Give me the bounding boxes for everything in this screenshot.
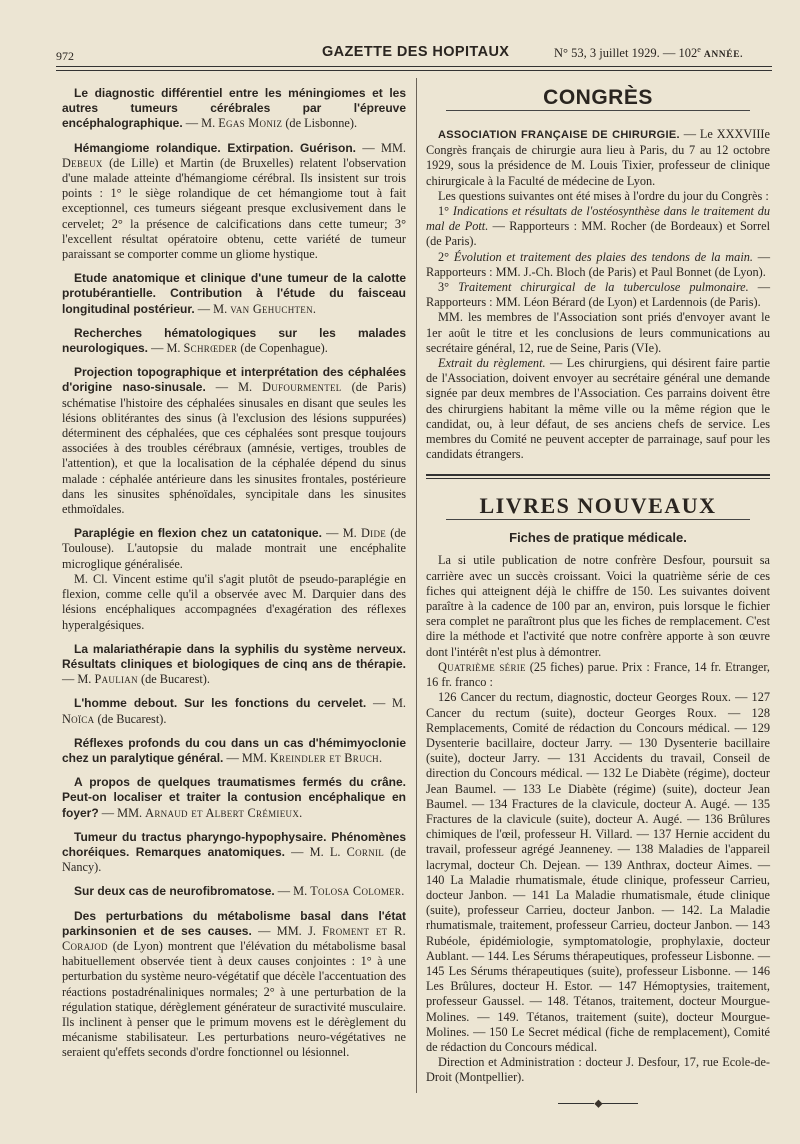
question-1 — [426, 204, 770, 250]
header-rule-top — [56, 66, 772, 67]
article-title: Des perturbations du métabolisme basal dans l'état parkinsonien et de ses causes. — [62, 908, 406, 938]
article-body: (de Paris) schématise l'histoire des céphalées sinusales en disant que seules les lésions oblitérantes des sinus (à l'exclusion des lésions suppurées) déterminent des céphalées, que ces céphalées sont presque toujours associées à des troubles cérébraux (amnésie, vertiges, troubles de l'attention), et que la localisation de la céphalée dépend du sinus malade : céphalée antérieure dans les sinusites frontales, postérieure dans les sinusites sphénoïdales, syncipitale dans les sinusites ethmoïdales. — [62, 380, 406, 517]
article-title: A propos de quelques traumatismes fermés du crâne. Peut-on localiser et traiter la contusion encéphalique en foyer? — [62, 775, 406, 820]
assoc-title: ASSOCIATION FRANÇAISE DE CHIRURGIE. — [438, 129, 680, 141]
article-title: Tumeur du tractus pharyngo-hypophysaire. Phénomènes choréiques. Remarques anatomiques. — [62, 829, 406, 859]
article-body: (de Copenhague). — [237, 341, 328, 356]
article-title: Réflexes profonds du cou dans un cas d'hémimyoclonie chez un paralytique général. — [62, 735, 406, 765]
article-9 — [62, 736, 406, 766]
congres-heading: CONGRÈS — [543, 86, 653, 109]
congres-heading-rule — [446, 110, 750, 111]
extrait-reglement — [426, 356, 770, 462]
article-title: Le diagnostic différentiel entre les méningiomes et les autres tumeurs cérébrales par l'épreuve encéphalographique. — [62, 86, 406, 131]
question-3-number: 3° — [438, 280, 459, 295]
question-3-rapporteurs: — Rapporteurs : MM. Léon Bérard (de Lyon) et Lardennois (de Paris). — [426, 280, 771, 310]
question-2-rapporteurs: — Rapporteurs : MM. J.-Ch. Bloch (de Paris) et Paul Bonnet (de Lyon). — [426, 249, 771, 279]
article-author-lead: — M. — [182, 116, 219, 131]
direction-line: Direction et Administration : docteur J. Desfour, 17, rue Ecole-de-Droit (Montpellier). — [426, 1055, 770, 1085]
article-title: La malariathérapie dans la syphilis du système nerveux. Résultats cliniques et biologiques de cinq ans de thérapie. — [62, 641, 406, 671]
livres-subheading: Fiches de pratique médicale. — [509, 530, 687, 546]
article-7 — [62, 642, 406, 688]
serie-body: (25 fiches) parue. Prix : France, 14 fr. Etranger, 16 fr. franco : — [426, 659, 770, 690]
article-author: Dufourmentel — [262, 380, 342, 395]
end-ornament: ⬥ — [426, 1096, 770, 1111]
questions-lead: Les questions suivantes ont été mises à l'ordre du jour du Congrès : — [438, 188, 769, 203]
article-body: . — [401, 884, 405, 899]
article-author: Kreindler et Bruch — [269, 750, 379, 765]
article-body: . — [379, 750, 383, 765]
article-5 — [62, 365, 406, 517]
left-column — [62, 86, 406, 1070]
journal-title: GAZETTE DES HOPITAUX — [322, 44, 510, 60]
article-author: Egas Moniz — [218, 116, 283, 131]
article-author: Froment et R. Corajod — [62, 923, 406, 953]
livres-heading-rule — [446, 519, 750, 520]
article-body: (de Lisbonne). — [282, 116, 358, 131]
article-body: (de Lyon) montrent que l'élévation du métabolisme basal habituellement observée tient à deux causes conjointes : 1° à une perturbation du système neuro-végétatif que décèle l'accentuation des réactions postadrénaliniques normales; 2° à une perturbation de la régulation statique, dérèglement générateur de suractivité musculaire. Ils inclinent à penser que le primum movens est le dérèglement du mécanisme stabilisateur. Les perturbations neuro-végétatives ne seraient qu'effets seconds d'ordre fonctionnel ou lésionnel. — [62, 938, 406, 1060]
article-body: (de Toulouse). L'autopsie du malade montrait une encéphalite microglique généralisée. — [62, 526, 406, 571]
article-author: Dide — [360, 526, 387, 541]
article-author: Tolosa Colomer — [310, 884, 402, 899]
congres-intro — [426, 127, 770, 189]
article-3 — [62, 271, 406, 317]
question-1-rapporteurs: — Rapporteurs : MM. Rocher (de Bordeaux) et Sorrel (de Paris). — [426, 219, 770, 249]
article-author-lead: — MM. — [355, 140, 406, 155]
article-author-lead: — M. — [274, 884, 311, 899]
serie-label: Quatrième série — [438, 659, 526, 674]
section-separator-thick — [426, 474, 770, 476]
article-title: L'homme debout. Sur les fonctions du cervelet. — [74, 696, 367, 711]
question-3-title: Traitement chirurgical de la tuberculose pulmonaire. — [458, 280, 749, 295]
article-author-lead: — M. — [148, 341, 184, 356]
article-2 — [62, 141, 406, 263]
article-1 — [62, 86, 406, 132]
question-2-number: 2° — [438, 249, 454, 264]
article-author: van Gehuchten — [230, 301, 313, 316]
article-author-lead: — MM. J. — [251, 923, 323, 938]
livres-section-header — [426, 493, 770, 520]
article-title: Recherches hématologiques sur les malades neurologiques. — [62, 325, 406, 356]
article-author: Noïca — [62, 711, 95, 726]
article-author-lead: — M. — [62, 672, 95, 687]
article-body: (de Bucarest). — [94, 711, 167, 726]
issue-number: N° 53, 3 juillet 1929. — 102 — [554, 46, 698, 61]
extrait-body: — Les chirurgiens, qui désirent faire partie de l'Association, doivent envoyer au secrétaire général une demande signée par deux membres de l'Association. Ces parrains doivent être des chirurgiens habitant la même ville ou la même région que le candidat, ou, à leur défaut, de ses anciens chefs de service. Les membres du Comité ne peuvent accepter de parrainage, sauf pour les candidats étrangers. — [426, 356, 771, 462]
article-12 — [62, 884, 406, 899]
article-author: Debeux — [62, 155, 103, 170]
issue-year-label: ANNÉE. — [703, 50, 744, 61]
article-author-lead: — M. — [321, 526, 361, 541]
congres-section-header — [426, 86, 770, 111]
article-8 — [62, 696, 406, 726]
article-13 — [62, 909, 406, 1061]
question-1-title: Indications et résultats de l'ostéosynthèse dans le traitement du mal de Pott. — [426, 204, 771, 234]
question-2 — [426, 250, 770, 280]
article-author: Paulian — [94, 672, 138, 687]
article-title: Sur deux cas de neurofibromatose. — [74, 884, 275, 899]
column-divider — [416, 78, 417, 1093]
livres-intro: La si utile publication de notre confrère Desfour, poursuit sa carrière avec un succès croissant. Voici la quatrième série de ces fiches qui atteignent déjà le chiffre de 150. Les suivantes doivent paraître à la cadence de 100 par an, environ, puis lorsque le fichier sera complet ne paraîtront plus que les fiches de remplacement. C'est dire la méthode et l'activité que notre confrère apporte à son œuvre dont l'intérêt n'est plus à démontrer. — [426, 553, 770, 659]
fiches-list: 126 Cancer du rectum, diagnostic, docteur Georges Roux. — 127 Cancer du rectum (suite), docteur Georges Roux. — 128 Remplacements, Comité de rédaction du Concours médical. — 129 Dysenterie bacillaire, docteur Jarry. — 130 Dysenterie bacillaire (suite), docteur Jarry. — 131 Accidents du travail, Conseil de direction du Concours médical. — 132 Le Diabète (régime), docteur Jean Baumel. — 133 Le Diabète (régime) (suite), docteur Jean Baumel. — 134 Fractures de la clavicule, docteur A. Augé. — 135 Fractures de la clavicule (suite), docteur A. Augé. — 136 Brûlures chimiques de l'œil, professeur H. Villard. — 137 Hernie accident du travail, professeur agrégé Jeanneney. — 138 Maladies de l'appareil lacrymal, docteur Ch. Dejean. — 139 Anthrax, docteur Aimes. — 140 La Maladie rhumatismale, étude clinique, professeur Carrieu, docteur Janbon. — 141 La Maladie rhumatismale, étude clinique (suite), professeur Carrieu, docteur Janbon. — 142. La Maladie rhumatismale, traitement, professeur Carrieu, docteur Janbon. — 143 Rubéole, épidémiologie, symptomatologie, prophylaxie, docteur Aublant. — 144. Les Sérums thérapeutiques, professeur Lisbonne. — 145 Les Sérums thérapeutiques (suite), professeur Lisbonne. — 146 Les Brûlures, docteur H. Estor. — 147 Hémoptysies, traitement, professeur Gaussel. — 148. Tétanos, traitement, docteur Mourgue-Molines. — 149. Tétanos, traitement (suite), docteur Mourgue-Molines. — 150 Le Secret médical (fiche de remplacement), Comité de rédaction du Concours médical. — [426, 690, 770, 1054]
article-11 — [62, 830, 406, 876]
article-body: . — [299, 805, 303, 820]
article-body: . — [312, 301, 316, 316]
question-3 — [426, 280, 770, 310]
article-author-lead: — M. — [194, 301, 231, 316]
article-body: (de Nancy). — [62, 844, 406, 875]
article-author-lead: — M. — [366, 696, 406, 711]
article-4 — [62, 326, 406, 356]
question-2-title: Évolution et traitement des plaies des tendons de la main. — [453, 249, 753, 264]
article-6 — [62, 526, 406, 572]
members-notice: MM. les membres de l'Association sont priés d'envoyer avant le 1er août le titre et les conclusions de leurs communications au secrétaire général, 12, rue de Seine, Paris (VIe). — [426, 310, 770, 355]
article-6-continuation: M. Cl. Vincent estime qu'il s'agit plutôt de pseudo-paraplégie en flexion, comme celle qu'il a observée avec M. Darquier dans des lésions encéphaliques accompagnées d'exagération des réflexes hyperalgésiques. — [62, 571, 406, 632]
header-rule-bottom — [56, 70, 772, 71]
article-author: Cornil — [346, 844, 385, 859]
article-author-lead: — MM. — [223, 750, 270, 765]
article-title: Hémangiome rolandique. Extirpation. Guérison. — [74, 140, 356, 155]
extrait-title: Extrait du règlement. — [438, 356, 546, 371]
article-title: Paraplégie en flexion chez un catatonique. — [74, 526, 322, 541]
article-body: (de Bucarest). — [137, 672, 210, 687]
livres-heading: LIVRES NOUVEAUX — [479, 493, 717, 519]
issue-info — [554, 45, 743, 61]
serie-line — [426, 660, 770, 690]
article-author: Arnaud et Albert Crémieux — [145, 805, 300, 820]
article-author-lead: — MM. — [98, 805, 146, 820]
right-column — [426, 86, 770, 1111]
article-title: Etude anatomique et clinique d'une tumeur de la calotte protubérantielle. Contribution à l'étude du faisceau longitudinal postérieur. — [62, 271, 406, 316]
article-title: Projection topographique et interprétation des céphalées d'origine naso-sinusale. — [62, 365, 406, 395]
article-author: Schrœder — [183, 341, 238, 356]
congres-intro-text: — Le XXXVIIIe Congrès français de chirurgie aura lieu à Paris, du 7 au 12 octobre 1929, sous la présidence de M. Louis Tixier, professeur de clinique chirurgicale à la Faculté de médecine de Lyon. — [426, 127, 770, 188]
article-author-lead: — M. — [205, 380, 263, 395]
running-header — [0, 40, 800, 64]
question-1-number: 1° — [438, 204, 453, 219]
article-author-lead: — M. L. — [284, 844, 347, 859]
article-10 — [62, 775, 406, 821]
issue-suffix: e — [697, 45, 701, 54]
section-separator-thin — [426, 478, 770, 479]
page-number: 972 — [56, 49, 74, 63]
article-body: (de Lille) et Martin (de Bruxelles) relatent l'observation d'une malade atteinte d'hémangiome cérébral. Ils insistent sur trois points : 1° le siège rolandique de cet hémangiome tout à fait exceptionnel, ces tumeurs siégeant presque exclusivement dans le cervelet; 2° la présence de calcifications dans cette tumeur; 3° l'excellent résultat opératoire obtenu, cette variété de tumeur paraissant se comporter comme un gliome hystique. — [62, 155, 406, 262]
